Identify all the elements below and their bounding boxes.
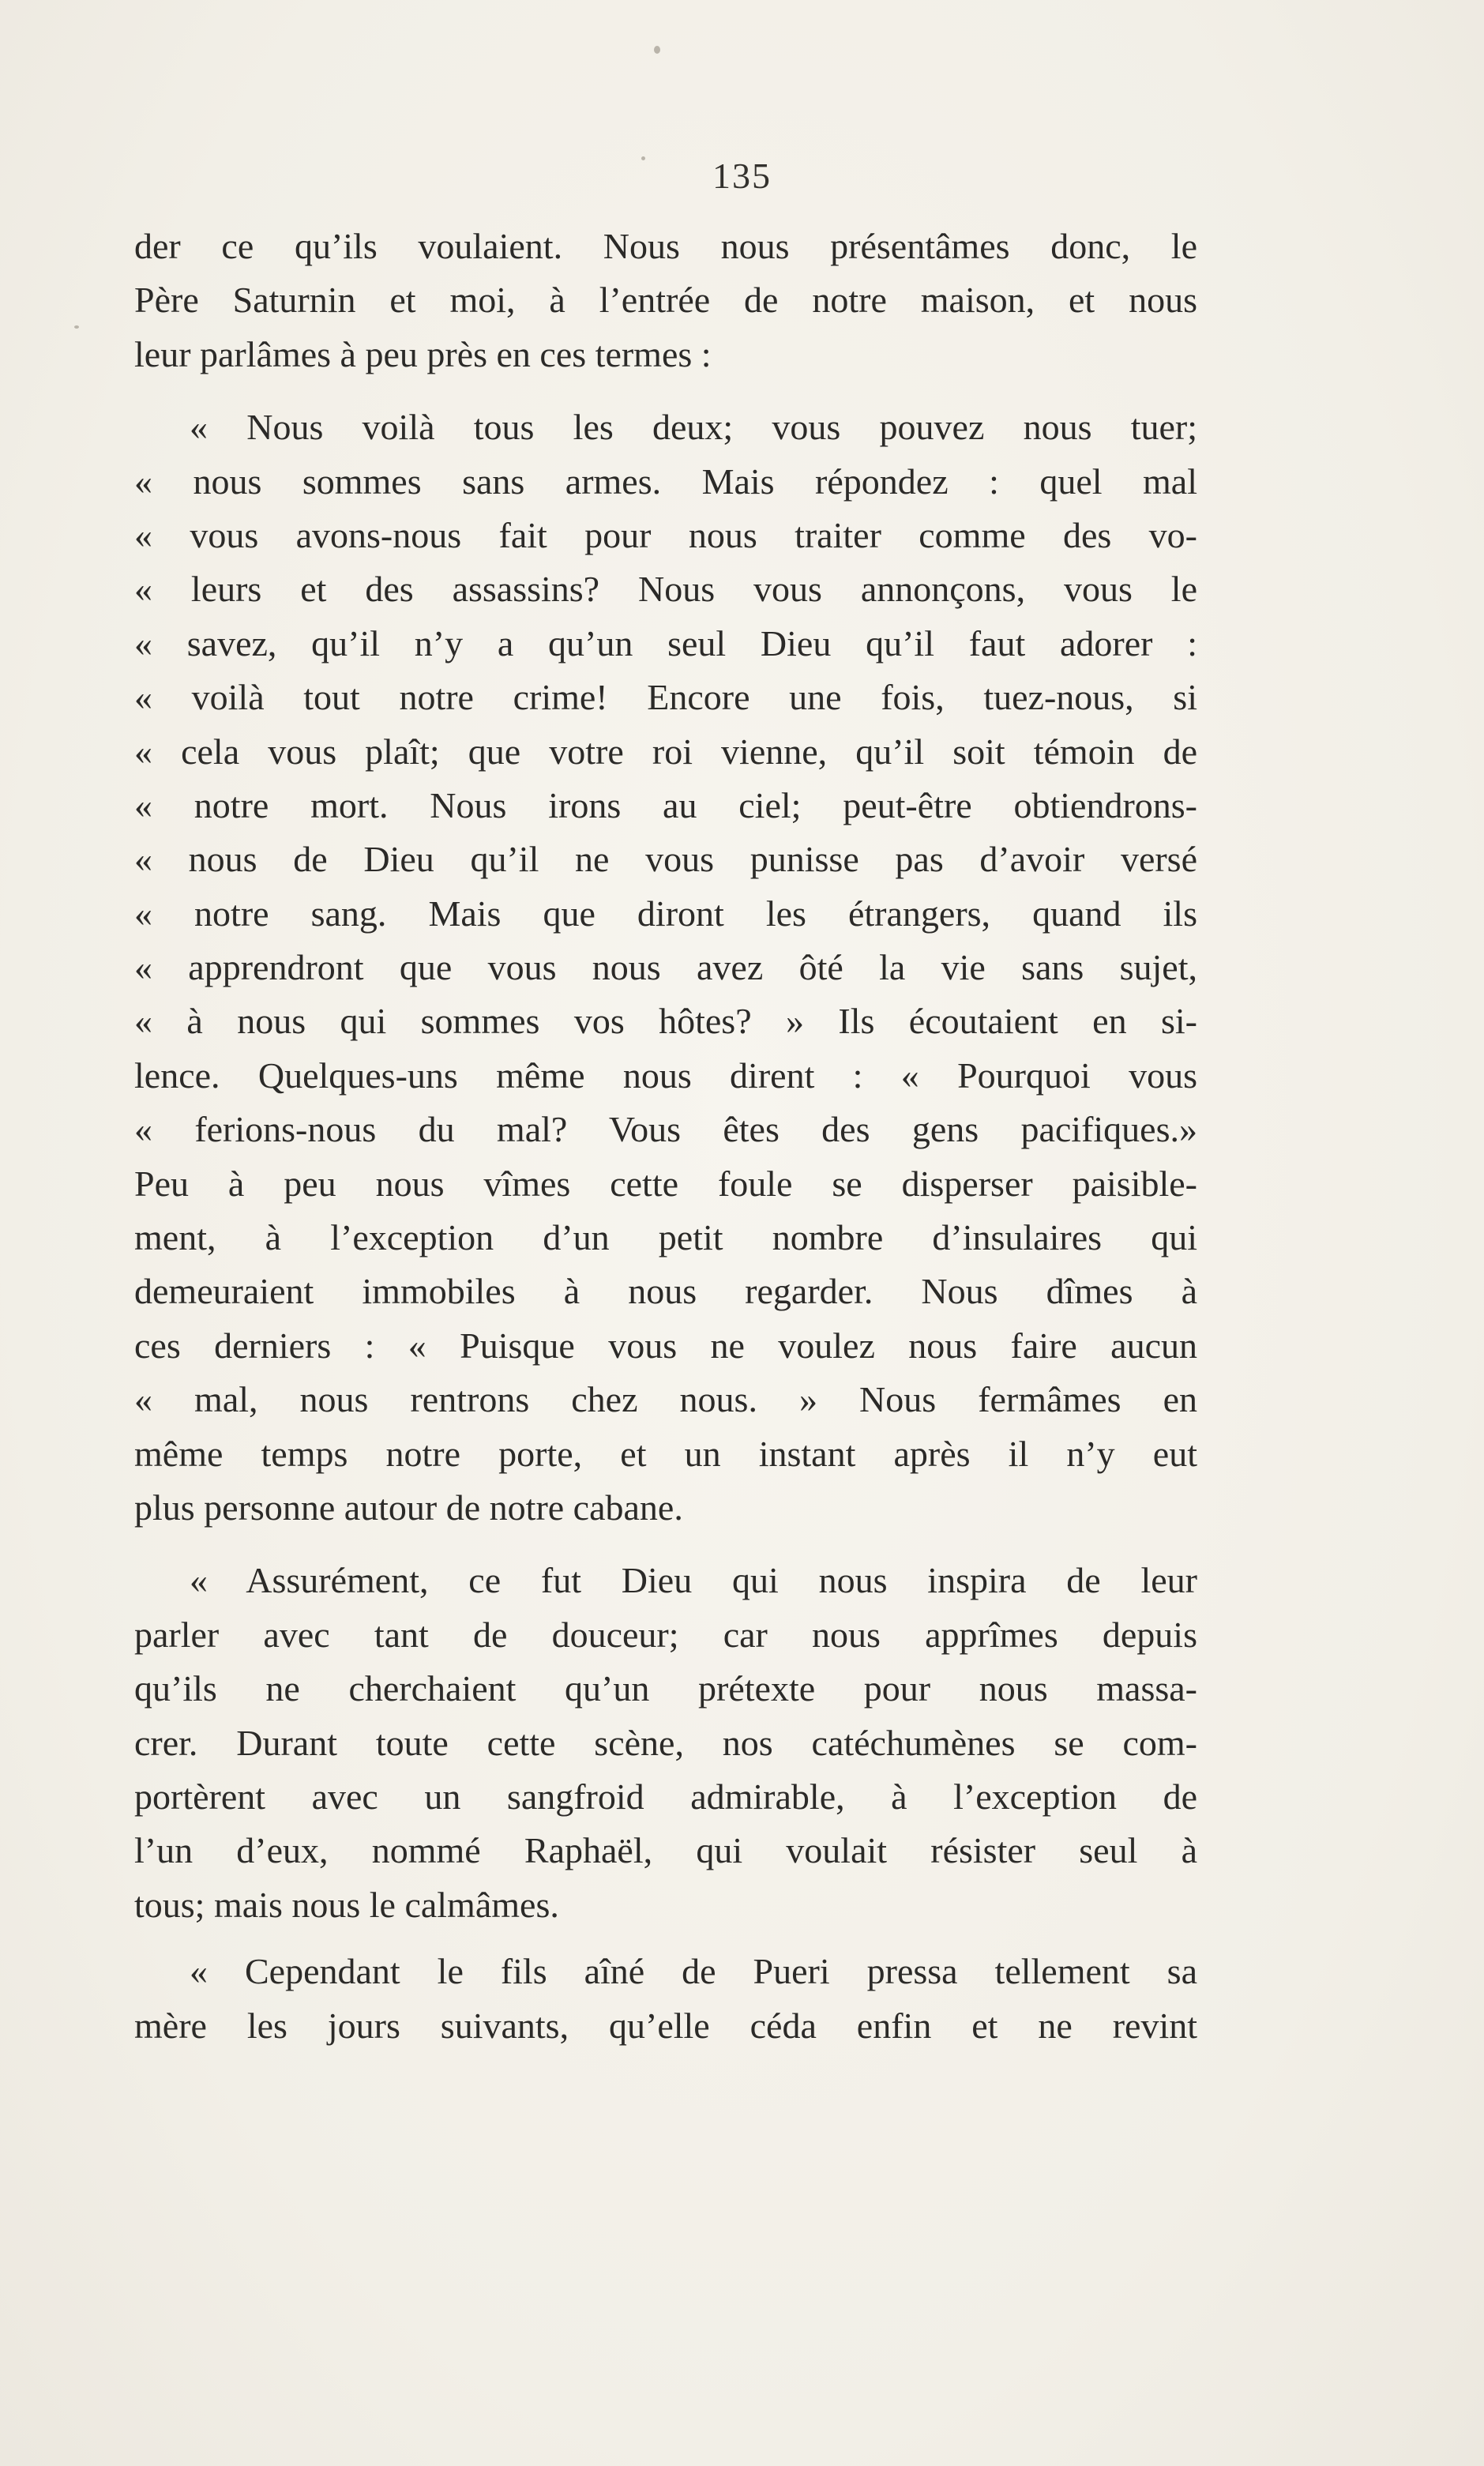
text-line: Père Saturnin et moi, à l’entrée de notre maison, et nous	[134, 280, 1197, 321]
text-line: portèrent avec un sangfroid admirable, à l’exception de	[134, 1776, 1197, 1817]
text-line: lence. Quelques-uns même nous dirent : « Pourquoi vous	[134, 1054, 1197, 1096]
text-line: « mal, nous rentrons chez nous. » Nous fermâmes en	[134, 1379, 1197, 1420]
text-line: « Cependant le fils aîné de Pueri pressa tellement sa	[190, 1951, 1197, 1992]
text-line: l’un d’eux, nommé Raphaël, qui voulait résister seul à	[134, 1830, 1197, 1871]
text-line: crer. Durant toute cette scène, nos catéchumènes se com-	[134, 1722, 1197, 1763]
text-line: « à nous qui sommes vos hôtes? » Ils écoutaient en si-	[134, 1001, 1197, 1042]
paragraph-gap	[134, 382, 1197, 400]
text-line: « apprendront que vous nous avez ôté la vie sans sujet,	[134, 947, 1197, 988]
body-text	[134, 220, 1197, 2053]
paragraph-gap	[134, 1932, 1197, 1945]
text-line: mère les jours suivants, qu’elle céda enfin et ne revint	[134, 2005, 1197, 2046]
text-line: « Assurément, ce fut Dieu qui nous inspira de leur	[190, 1560, 1197, 1601]
text-line: « savez, qu’il n’y a qu’un seul Dieu qu’il faut adorer :	[134, 622, 1197, 663]
text-line: qu’ils ne cherchaient qu’un prétexte pour nous massa-	[134, 1668, 1197, 1709]
ink-speck	[74, 325, 79, 329]
text-line: ces derniers : « Puisque vous ne voulez nous faire aucun	[134, 1325, 1197, 1366]
text-line: « notre sang. Mais que diront les étrangers, quand ils	[134, 893, 1197, 934]
text-line: « ferions-nous du mal? Vous êtes des gens pacifiques.»	[134, 1109, 1197, 1150]
text-line: der ce qu’ils voulaient. Nous nous présentâmes donc, le	[134, 226, 1197, 266]
text-line: « vous avons-nous fait pour nous traiter comme des vo-	[134, 514, 1197, 555]
paragraph	[134, 220, 1197, 382]
text-line: « nous de Dieu qu’il ne vous punisse pas d’avoir versé	[134, 839, 1197, 880]
text-line: « leurs et des assassins? Nous vous annonçons, vous le	[134, 569, 1197, 610]
ink-speck	[654, 46, 660, 54]
text-line: tous; mais nous le calmâmes.	[134, 1884, 559, 1925]
text-line: « notre mort. Nous irons au ciel; peut-être obtiendrons-	[134, 784, 1197, 825]
text-line: demeuraient immobiles à nous regarder. Nous dîmes à	[134, 1271, 1197, 1312]
paragraph	[134, 1945, 1197, 2053]
text-line: plus personne autour de notre cabane.	[134, 1487, 683, 1528]
paragraph	[134, 400, 1197, 1535]
text-line: « cela vous plaît; que votre roi vienne, qu’il soit témoin de	[134, 731, 1197, 772]
text-line: « voilà tout notre crime! Encore une fois, tuez-nous, si	[134, 677, 1197, 718]
text-line: « Nous voilà tous les deux; vous pouvez nous tuer;	[190, 407, 1197, 448]
paragraph-gap	[134, 1535, 1197, 1554]
text-line: parler avec tant de douceur; car nous apprîmes depuis	[134, 1614, 1197, 1655]
text-line: « nous sommes sans armes. Mais répondez : quel mal	[134, 460, 1197, 502]
text-line: même temps notre porte, et un instant après il n’y eut	[134, 1433, 1197, 1474]
text-line: leur parlâmes à peu près en ces termes :	[134, 333, 712, 374]
text-line: ment, à l’exception d’un petit nombre d’insulaires qui	[134, 1217, 1197, 1258]
text-line: Peu à peu nous vîmes cette foule se disperser paisible-	[134, 1163, 1197, 1204]
paragraph	[134, 1554, 1197, 1932]
page-number: 135	[712, 156, 772, 196]
